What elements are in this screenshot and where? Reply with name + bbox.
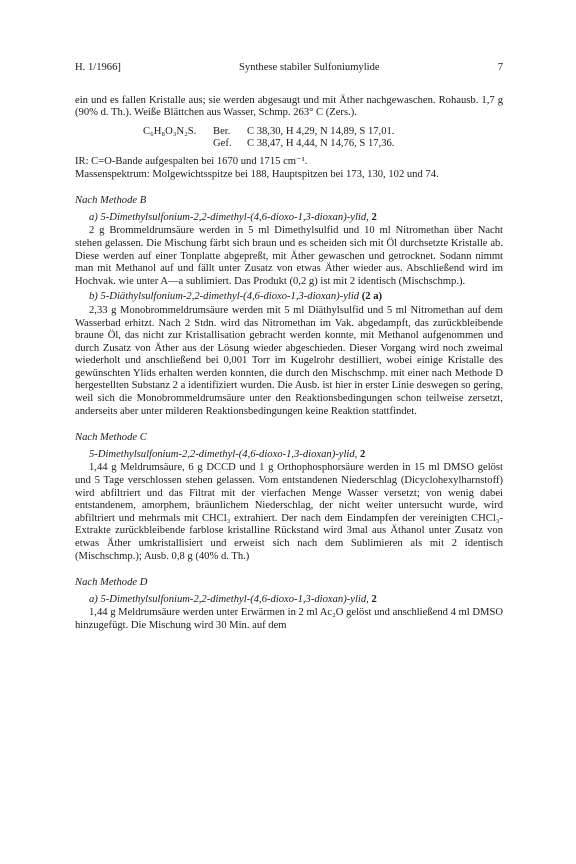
method-b-b-text: 2,33 g Monobrommeldrumsäure werden mit 5 ml Diäthylsulfid und 5 ml Nitromethan auf dem Wasserbad erhitzt. Nach 2 Stdn. wird das Nitromethan im Vak. abgedampft, das zurückbleibende braune Öl, das nicht zur Kristallisation gebracht werden konnte, mit Methanol aufgenommen und durch Zusatz von Äther aus der Lösung wieder abgeschieden. Dieser Vorgang wird noch zweimal wiederholt und anschließend bei 0,001 Torr im Kugelrohr destilliert, wobei einige Kristalle des gewünschten Ylids erhalten werden konnten, die durch den Mischschmp. mit einer nach Methode D hergestellten Substanz 2 a identifiziert wurden. Die Ausb. ist hier in erster Linie deswegen so gering, weil sich die Monobrommeldrumsäure unter den Reaktionsbedingungen schon teilweise zersetzt, anderseits aber unter milderen Reaktionsbedingungen keine Reaktion stattfindet. xyxy=(75,304,503,417)
calculated-label: Ber. xyxy=(213,125,231,137)
found-values: C 38,47, H 4,44, N 14,76, S 17,36. xyxy=(247,138,395,150)
method-d-heading: Nach Methode D xyxy=(75,577,148,589)
ir-data: IR: C=O-Bande aufgespalten bei 1670 und 1715 cm⁻¹. xyxy=(75,155,308,167)
method-c-compound: 2 xyxy=(359,448,366,460)
method-b-a-title-text: a) 5-Dimethylsulfonium-2,2-dimethyl-(4,6-dioxo-1,3-dioxan)-ylid, xyxy=(89,211,372,223)
elemental-analysis xyxy=(143,126,503,151)
method-d-a-text: 1,44 g Meldrumsäure werden unter Erwärmen in 2 ml Ac₂O gelöst und anschließend 4 ml DMSO hinzugefügt. Die Mischung wird 30 Min. auf dem xyxy=(75,607,503,631)
method-c-title-text: 5-Dimethylsulfonium-2,2-dimethyl-(4,6-dioxo-1,3-dioxan)-ylid, xyxy=(89,448,360,460)
calculated-values: C 38,30, H 4,29, N 14,89, S 17,01. xyxy=(247,125,395,137)
page-number: 7 xyxy=(497,62,503,73)
method-b-heading: Nach Methode B xyxy=(75,195,147,207)
intro-paragraph: ein und es fallen Kristalle aus; sie werden abgesaugt und mit Äther nachgewaschen. Rohausb. 1,7 g (90% d. Th.). Weiße Blättchen aus Wasser, Schmp. 263° C (Zers.). xyxy=(75,94,503,119)
method-d-a-compound: 2 xyxy=(371,593,377,605)
method-b-b-compound: (2 a) xyxy=(361,291,383,303)
paper-page xyxy=(75,62,503,633)
method-c-heading: Nach Methode C xyxy=(75,432,147,444)
running-header xyxy=(75,62,503,75)
method-b-a-compound: 2 xyxy=(371,211,377,223)
method-c-title xyxy=(89,449,503,462)
running-title: Synthese stabiler Sulfoniumylide xyxy=(238,62,380,73)
method-b-a-title xyxy=(89,212,503,225)
method-b-b-title-text: b) 5-Diäthylsulfonium-2,2-dimethyl-(4,6-dioxo-1,3-dioxan)-ylid xyxy=(89,291,362,303)
method-d-a-title xyxy=(89,594,503,607)
method-b-b-title xyxy=(89,291,503,304)
method-d-a-title-text: a) 5-Dimethylsulfonium-2,2-dimethyl-(4,6-dioxo-1,3-dioxan)-ylid, xyxy=(89,593,372,605)
mass-spectrum-data: Massenspektrum: Molgewichtsspitze bei 188, Hauptspitzen bei 173, 130, 102 und 74. xyxy=(75,168,439,180)
found-label: Gef. xyxy=(213,138,232,150)
method-b-a-text: 2 g Brommeldrumsäure werden in 5 ml Dimethylsulfid und 10 ml Nitromethan über Nacht stehen gelassen. Die Mischung färbt sich braun und es scheiden sich mit Öl durchsetzte Kristalle ab. Diese werden auf einer Tonplatte abgepreßt, mit Äther gewaschen und getrocknet. Sodann nimmt man mit Methanol auf und fällt unter Zusatz von etwas Äther wieder aus. Abschließend wird im Hochvak. wie unter A—a sublimiert. Das Produkt (0,2 g) ist mit 2 identisch (Mischschmp.). xyxy=(75,225,503,287)
molecular-formula: C₆H₈O₃N₂S. xyxy=(143,125,197,137)
journal-reference: H. 1/1966] xyxy=(75,62,121,73)
method-c-text: 1,44 g Meldrumsäure, 6 g DCCD und 1 g Orthophosphorsäure werden in 15 ml DMSO gelöst und 5 Tage verschlossen stehen gelassen. Vom entstandenen Niederschlag (Dicyclohexylharnstoff) wird abfiltriert und das Filtrat mit der vierfachen Menge Wasser versetzt; von wenig dabei entstandenem, amorphem, bräunlichem Niederschlag, der nicht weiter untersucht wurde, wird abfiltriert und mehrmals mit CHCl₃ extrahiert. Der nach dem Eindampfen der vereinigten CHCl₃-Extrakte zurückbleibende farblose kristalline Rückstand wird 3mal aus Äthanol unter Zusatz von etwas Äther umkristallisiert und erweist sich nach dem Sublimieren als mit 2 identisch (Mischschmp.); Ausb. 0,8 g (40% d. Th.) xyxy=(75,462,503,562)
